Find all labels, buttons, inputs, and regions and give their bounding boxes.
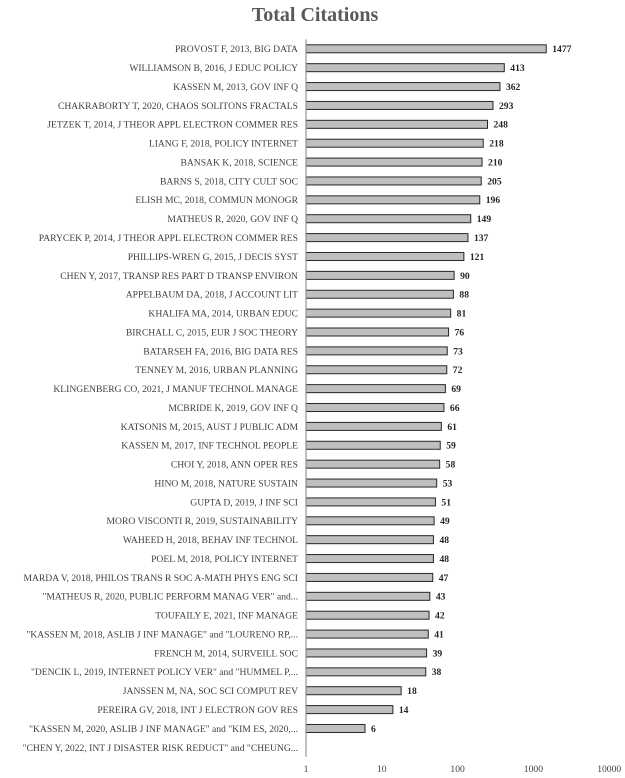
bar bbox=[306, 706, 393, 714]
category-label: JANSSEN M, NA, SOC SCI COMPUT REV bbox=[122, 686, 298, 698]
category-label: MATHEUS R, 2020, GOV INF Q bbox=[167, 214, 298, 226]
category-label: "KASSEN M, 2020, ASLIB J INF MANAGE" and "KIM ES, 2020,... bbox=[29, 723, 298, 735]
category-label: WAHEED H, 2018, BEHAV INF TECHNOL bbox=[122, 535, 298, 547]
bar bbox=[306, 422, 441, 430]
value-label: 53 bbox=[442, 478, 453, 490]
category-label: MARDA V, 2018, PHILOS TRANS R SOC A-MATH PHYS ENG SCI bbox=[23, 572, 298, 584]
value-label: 59 bbox=[446, 440, 456, 452]
bar bbox=[306, 215, 471, 223]
category-label: "KASSEN M, 2018, ASLIB J INF MANAGE" and "LOURENO RP,... bbox=[26, 629, 298, 641]
value-label: 137 bbox=[473, 233, 489, 244]
category-label: KATSONIS M, 2015, AUST J PUBLIC ADM bbox=[120, 421, 298, 433]
bar bbox=[306, 45, 546, 53]
value-label: 47 bbox=[438, 572, 449, 584]
bar bbox=[306, 290, 453, 298]
category-label: BARNS S, 2018, CITY CULT SOC bbox=[160, 176, 298, 188]
value-label: 196 bbox=[485, 195, 501, 207]
bar bbox=[306, 611, 429, 619]
category-labels-group bbox=[23, 44, 299, 754]
category-label: GUPTA D, 2019, J INF SCI bbox=[190, 497, 298, 509]
value-label: 76 bbox=[454, 327, 465, 339]
bar bbox=[306, 64, 504, 72]
category-label: CHAKRABORTY T, 2020, CHAOS SOLITONS FRACTALS bbox=[57, 100, 298, 112]
category-label: MORO VISCONTI R, 2019, SUSTAINABILITY bbox=[106, 516, 298, 528]
category-label: JETZEK T, 2014, J THEOR APPL ELECTRON COMMER RES bbox=[47, 119, 298, 131]
value-label: 58 bbox=[445, 459, 456, 471]
value-label: 149 bbox=[476, 214, 492, 226]
category-label: "DENCIK L, 2019, INTERNET POLICY VER" and "HUMMEL P,... bbox=[30, 667, 298, 679]
value-label: 41 bbox=[434, 629, 444, 641]
x-tick-label: 10 bbox=[377, 764, 387, 775]
category-label: PEREIRA GV, 2018, INT J ELECTRON GOV RES bbox=[97, 705, 298, 716]
category-label: TENNEY M, 2016, URBAN PLANNING bbox=[135, 365, 298, 377]
bar bbox=[306, 555, 433, 563]
bar bbox=[306, 649, 427, 657]
x-tick-label: 10000 bbox=[597, 764, 622, 775]
bar bbox=[306, 460, 440, 468]
value-label: 1477 bbox=[552, 44, 572, 56]
x-tick-label: 100 bbox=[450, 764, 465, 775]
value-label: 39 bbox=[432, 648, 443, 660]
value-label: 61 bbox=[447, 421, 457, 433]
category-label: CHEN Y, 2017, TRANSP RES PART D TRANSP ENVIRON bbox=[60, 270, 298, 282]
category-label: BATARSEH FA, 2016, BIG DATA RES bbox=[143, 346, 298, 358]
bar bbox=[306, 271, 454, 279]
category-label: FRENCH M, 2014, SURVEILL SOC bbox=[154, 648, 298, 660]
bar bbox=[306, 196, 480, 204]
category-label: TOUFAILY E, 2021, INF MANAGE bbox=[155, 610, 298, 622]
bar bbox=[306, 517, 434, 525]
category-label: MCBRIDE K, 2019, GOV INF Q bbox=[168, 402, 298, 414]
category-label: WILLIAMSON B, 2016, J EDUC POLICY bbox=[129, 63, 298, 75]
bar bbox=[306, 441, 440, 449]
value-label: 121 bbox=[469, 251, 485, 263]
value-label: 413 bbox=[510, 63, 525, 75]
value-label: 38 bbox=[431, 667, 442, 679]
chart-title: Total Citations bbox=[251, 4, 379, 26]
category-label: HINO M, 2018, NATURE SUSTAIN bbox=[154, 478, 298, 490]
bar bbox=[306, 252, 464, 260]
value-label: 81 bbox=[456, 308, 467, 320]
bar bbox=[306, 724, 365, 732]
category-label: LIANG F, 2018, POLICY INTERNET bbox=[148, 138, 298, 150]
category-label: PHILLIPS-WREN G, 2015, J DECIS SYST bbox=[127, 251, 298, 263]
value-label: 49 bbox=[440, 516, 450, 528]
x-tick-label: 1 bbox=[303, 764, 309, 775]
category-label: "CHEN Y, 2022, INT J DISASTER RISK REDUCT" and "CHEUNG... bbox=[22, 742, 298, 754]
bar bbox=[306, 309, 451, 317]
bar bbox=[306, 83, 500, 91]
bar bbox=[306, 158, 482, 166]
value-label: 248 bbox=[493, 119, 508, 131]
value-label: 14 bbox=[398, 705, 409, 716]
bar bbox=[306, 630, 428, 638]
bar bbox=[306, 498, 435, 506]
bar bbox=[306, 404, 444, 412]
category-label: "MATHEUS R, 2020, PUBLIC PERFORM MANAG VER" and... bbox=[42, 591, 298, 603]
value-label: 48 bbox=[439, 535, 450, 547]
value-label: 43 bbox=[435, 591, 446, 603]
category-label: PARYCEK P, 2014, J THEOR APPL ELECTRON COMMER RES bbox=[38, 233, 298, 244]
category-label: BIRCHALL C, 2015, EUR J SOC THEORY bbox=[125, 327, 298, 339]
value-label: 90 bbox=[460, 270, 470, 282]
category-label: POEL M, 2018, POLICY INTERNET bbox=[151, 553, 298, 565]
value-label: 88 bbox=[459, 289, 469, 301]
category-label: CHOI Y, 2018, ANN OPER RES bbox=[170, 459, 298, 471]
bar bbox=[306, 139, 483, 147]
value-label: 51 bbox=[441, 497, 452, 509]
category-label: KLINGENBERG CO, 2021, J MANUF TECHNOL MANAGE bbox=[53, 384, 298, 396]
bars-group bbox=[306, 45, 546, 733]
bar bbox=[306, 120, 487, 128]
bar bbox=[306, 573, 433, 581]
bar bbox=[306, 328, 449, 336]
bar bbox=[306, 366, 447, 374]
value-label: 72 bbox=[452, 365, 463, 377]
bar bbox=[306, 234, 468, 242]
bar bbox=[306, 668, 426, 676]
category-label: BANSAK K, 2018, SCIENCE bbox=[180, 157, 298, 169]
bar bbox=[306, 536, 433, 544]
category-label: ELISH MC, 2018, COMMUN MONOGR bbox=[135, 195, 298, 207]
category-label: KASSEN M, 2013, GOV INF Q bbox=[173, 81, 298, 93]
bar bbox=[306, 101, 493, 109]
value-label: 42 bbox=[435, 610, 445, 622]
value-label: 218 bbox=[489, 138, 504, 150]
value-label: 205 bbox=[487, 176, 502, 188]
bar bbox=[306, 177, 481, 185]
bar bbox=[306, 347, 447, 355]
category-label: APPELBAUM DA, 2018, J ACCOUNT LIT bbox=[125, 289, 298, 301]
value-label: 73 bbox=[453, 346, 463, 358]
value-label: 18 bbox=[407, 686, 417, 698]
value-label: 6 bbox=[370, 723, 376, 735]
value-label: 48 bbox=[439, 553, 450, 565]
bar bbox=[306, 592, 430, 600]
value-label: 362 bbox=[505, 81, 521, 93]
x-tick-label: 1000 bbox=[523, 764, 543, 775]
value-label: 69 bbox=[451, 384, 461, 396]
bar bbox=[306, 385, 445, 393]
x-axis-ticks-group bbox=[304, 764, 622, 775]
category-label: KHALIFA MA, 2014, URBAN EDUC bbox=[148, 308, 298, 320]
value-label: 293 bbox=[498, 100, 514, 112]
bar bbox=[306, 687, 401, 695]
value-label: 210 bbox=[488, 157, 503, 169]
bar bbox=[306, 479, 437, 487]
category-label: KASSEN M, 2017, INF TECHNOL PEOPLE bbox=[121, 440, 298, 452]
value-label: 66 bbox=[449, 402, 460, 414]
category-label: PROVOST F, 2013, BIG DATA bbox=[174, 44, 298, 56]
